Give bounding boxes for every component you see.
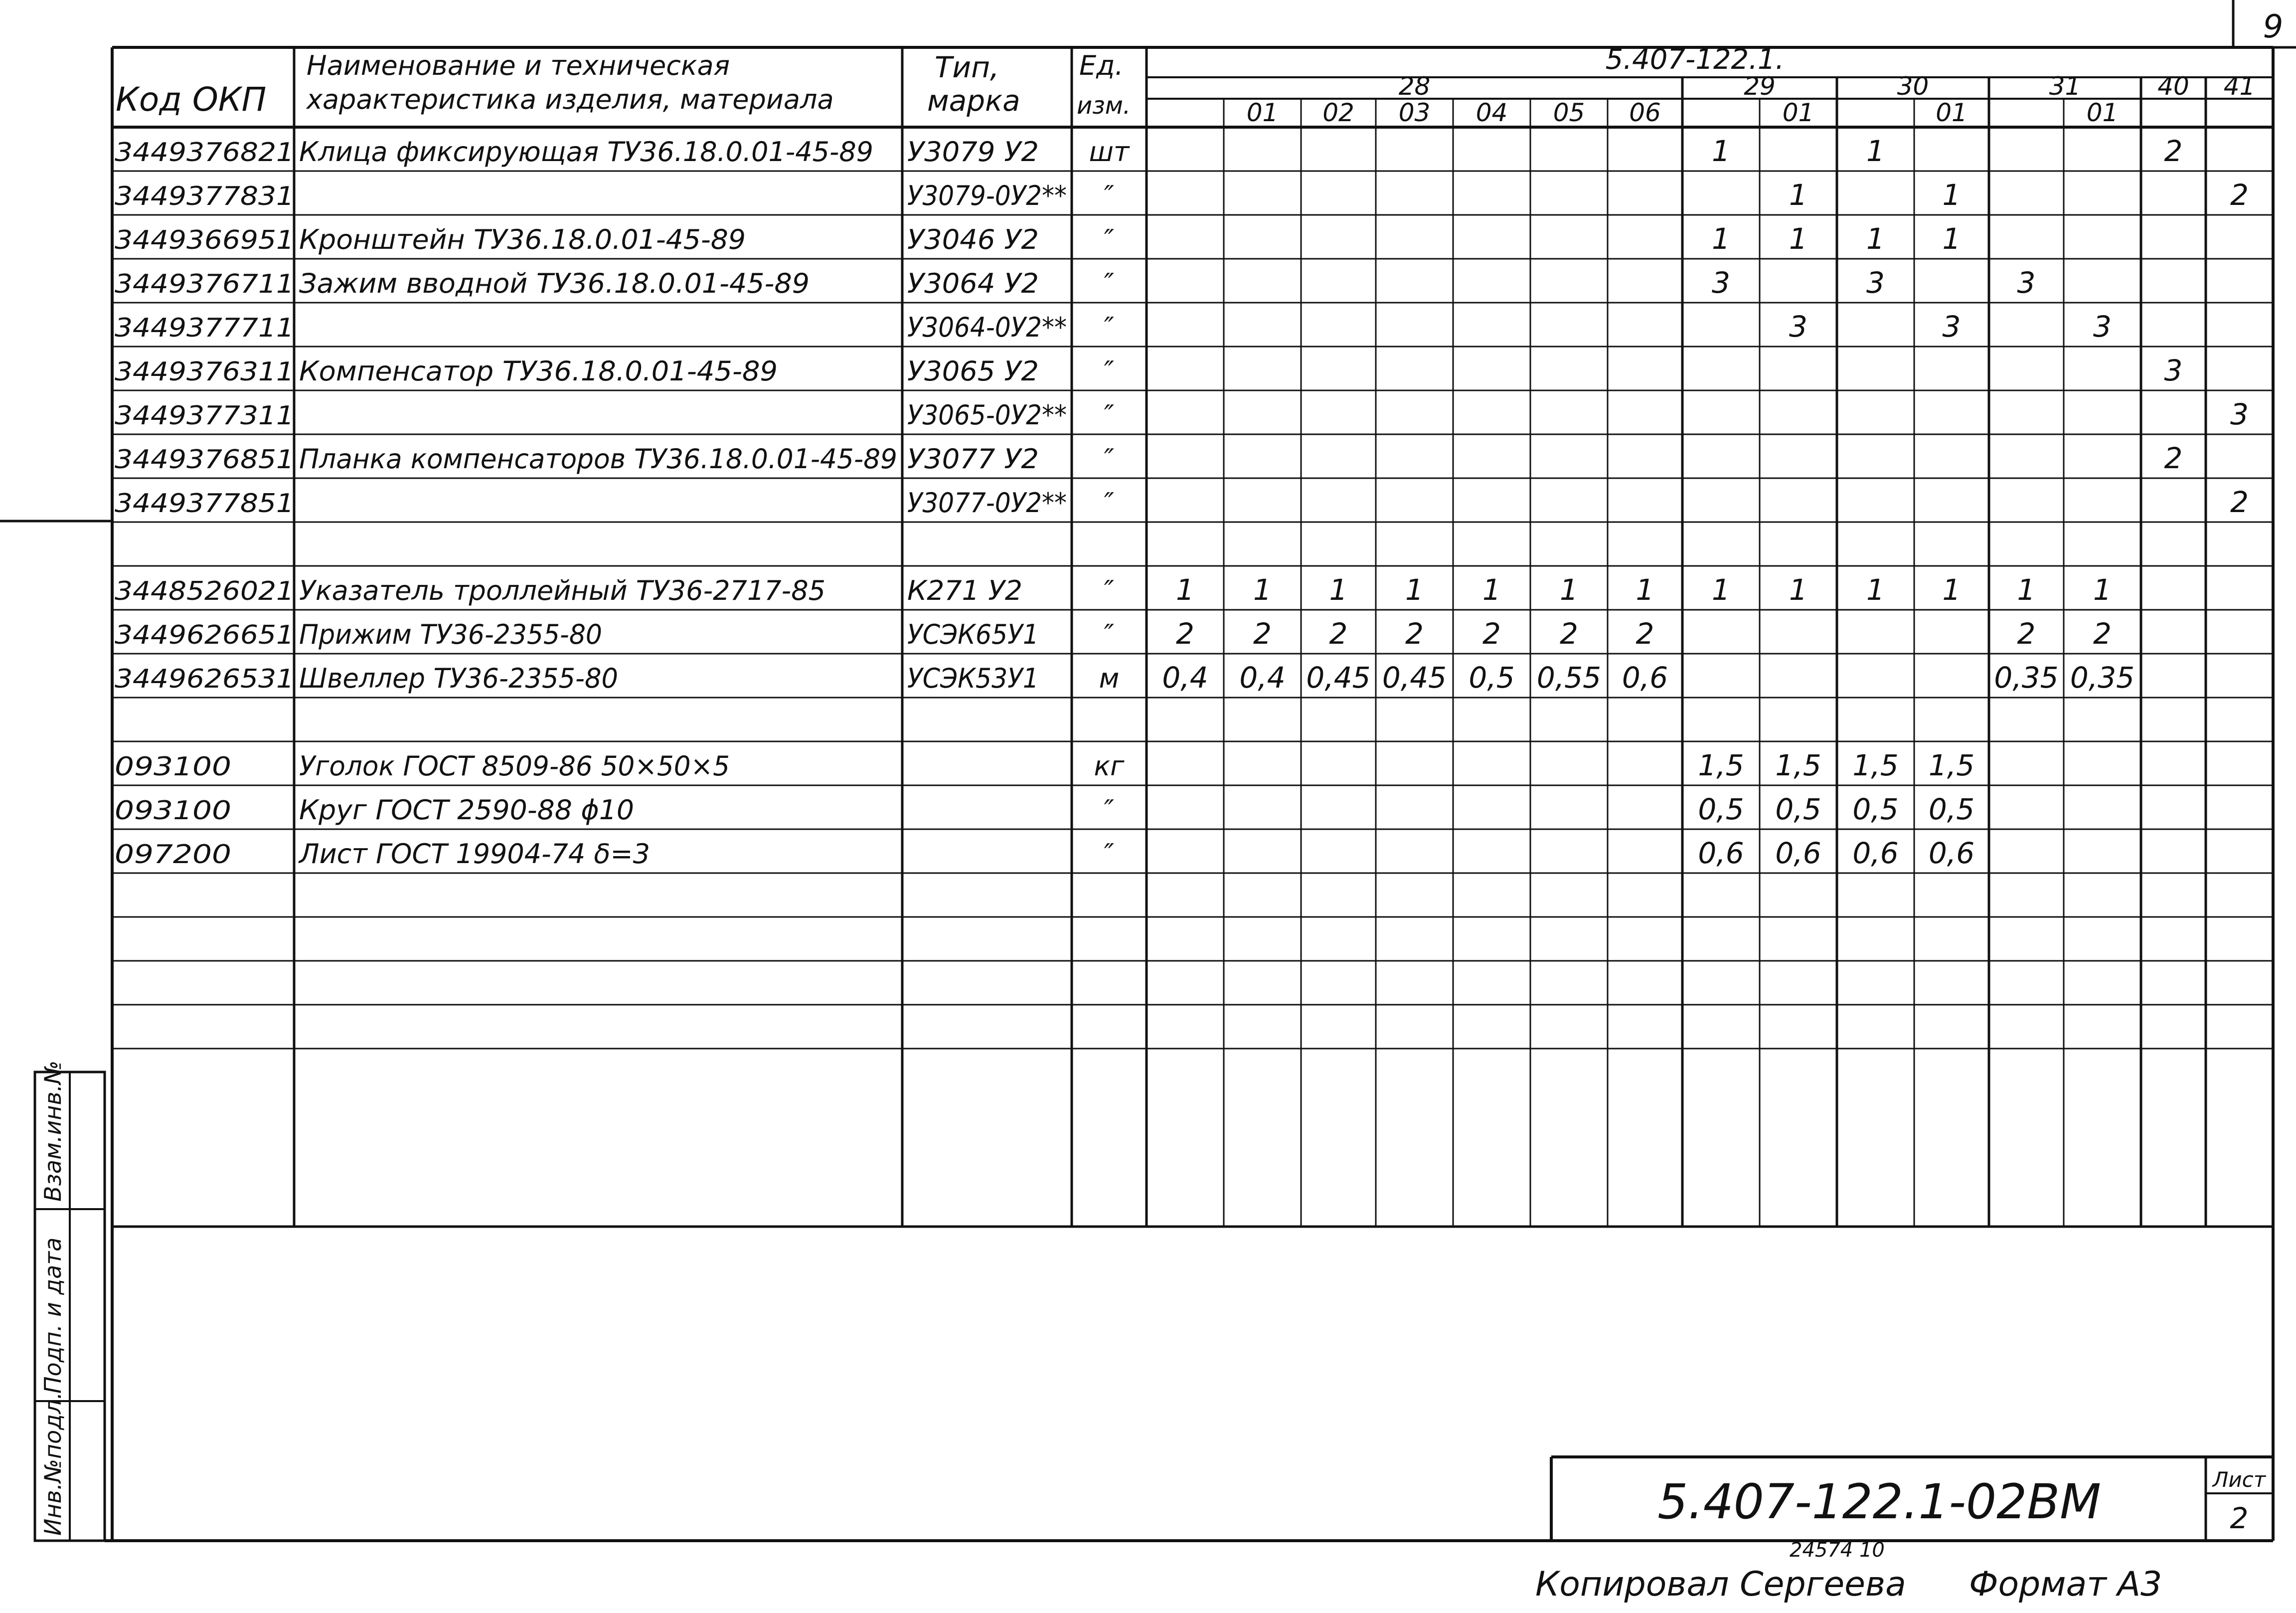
- row-value: 1: [1866, 573, 1885, 607]
- row-type: У3064-0У2**: [907, 312, 1067, 343]
- row-type: У3065-0У2**: [907, 399, 1067, 431]
- row-value: 3: [1712, 266, 1730, 300]
- row-code: 3449376311: [115, 357, 294, 387]
- row-value: 1: [1942, 222, 1961, 256]
- variant-group-label: 29: [1744, 72, 1776, 101]
- table-row: [115, 748, 1974, 782]
- doc-ref-top: 5.407-122.1.: [1605, 43, 1785, 76]
- row-value: 1: [1942, 178, 1961, 212]
- row-value: 0,4: [1239, 661, 1286, 695]
- row-code: 097200: [115, 840, 231, 870]
- stamp-inv-original: Инв.№подл.: [39, 1392, 66, 1536]
- row-name: Компенсатор ТУ36.18.0.01-45-89: [299, 356, 778, 387]
- side-stamp: [35, 1061, 105, 1541]
- row-type: У3079-0У2**: [907, 180, 1067, 211]
- footer: [1535, 1539, 2162, 1604]
- row-code: 3449376711: [115, 269, 294, 299]
- title-sheet-label: Лист: [2212, 1467, 2266, 1492]
- row-name: Уголок ГОСТ 8509-86 50×50×5: [299, 750, 730, 782]
- variant-group-label: 30: [1897, 72, 1929, 101]
- row-value: 0,35: [2070, 661, 2135, 695]
- row-unit: ″: [1104, 619, 1115, 650]
- table-row: [115, 836, 1974, 870]
- row-unit: шт: [1089, 136, 1130, 168]
- row-value: 2: [2017, 617, 2036, 651]
- sheet-number: 9: [2263, 8, 2284, 45]
- row-value: 1: [1789, 178, 1807, 212]
- title-block: [1551, 1457, 2273, 1541]
- row-code: 3449377311: [115, 401, 294, 431]
- row-unit: ″: [1104, 794, 1115, 826]
- variant-sub-label: 05: [1553, 98, 1585, 127]
- row-value: 2: [2164, 134, 2183, 168]
- variant-group-label: 40: [2157, 72, 2189, 101]
- row-value: 1: [1482, 573, 1501, 607]
- row-value: 1: [1329, 573, 1348, 607]
- header-unit-line2: изм.: [1077, 92, 1131, 120]
- row-value: 3: [2017, 266, 2036, 300]
- title-sheet-value: 2: [2230, 1501, 2249, 1535]
- row-value: 0,5: [1928, 792, 1975, 826]
- row-unit: ″: [1104, 487, 1115, 519]
- row-name: Швеллер ТУ36-2355-80: [299, 663, 618, 694]
- variant-sub-label: 01: [2086, 98, 2119, 127]
- row-value: 1: [2017, 573, 2036, 607]
- row-unit: ″: [1104, 399, 1115, 431]
- table-row: [115, 573, 2112, 607]
- row-value: 1,5: [1852, 748, 1899, 782]
- variant-group-label: 28: [1398, 72, 1431, 101]
- row-value: 1: [1712, 222, 1730, 256]
- row-unit: ″: [1104, 443, 1115, 475]
- row-type: У3077 У2: [907, 443, 1039, 475]
- row-value: 0,6: [1928, 836, 1975, 870]
- row-value: 0,5: [1698, 792, 1744, 826]
- row-value: 3: [1942, 310, 1961, 344]
- row-name: Планка компенсаторов ТУ36.18.0.01-45-89: [299, 443, 897, 475]
- row-type: У3077-0У2**: [907, 487, 1067, 519]
- row-value: 2: [1636, 617, 1654, 651]
- row-code: 3449366951: [115, 225, 294, 255]
- row-value: 0,6: [1622, 661, 1668, 695]
- row-type: У3079 У2: [907, 136, 1039, 168]
- row-value: 3: [2093, 310, 2112, 344]
- row-code: 3449376851: [115, 445, 294, 475]
- row-value: 2: [2164, 441, 2183, 475]
- row-value: 2: [1482, 617, 1501, 651]
- row-type: У3046 У2: [907, 224, 1039, 255]
- row-name: Круг ГОСТ 2590-88 ϕ10: [299, 794, 634, 826]
- variant-group-label: 41: [2223, 72, 2256, 101]
- row-value: 0,4: [1162, 661, 1208, 695]
- row-value: 0,45: [1306, 661, 1371, 695]
- row-name: Прижим ТУ36-2355-80: [299, 619, 602, 650]
- variant-sub-label: 01: [1936, 98, 1968, 127]
- row-unit: ″: [1104, 575, 1115, 606]
- header-unit-line1: Ед.: [1079, 50, 1124, 81]
- row-type: К271 У2: [907, 575, 1022, 606]
- row-value: 0,45: [1382, 661, 1447, 695]
- header-type-line1: Тип,: [935, 50, 999, 84]
- row-name: Указатель троллейный ТУ36-2717-85: [299, 575, 825, 606]
- table-row: [115, 134, 2182, 168]
- stamp-sign-date: Подп. и дата: [39, 1237, 66, 1394]
- table-row: [115, 792, 1974, 826]
- row-value: 3: [2230, 397, 2249, 431]
- table-row: [115, 617, 2112, 651]
- row-value: 1,5: [1698, 748, 1744, 782]
- row-code: 3448526021: [115, 576, 294, 606]
- row-code: 3449377831: [115, 181, 294, 211]
- row-code: 3449626651: [115, 620, 294, 650]
- row-unit: ″: [1104, 838, 1115, 870]
- row-name: Зажим вводной ТУ36.18.0.01-45-89: [299, 268, 810, 299]
- row-unit: кг: [1094, 750, 1125, 782]
- row-value: 3: [1866, 266, 1885, 300]
- row-code: 093100: [115, 752, 231, 782]
- row-type: У3064 У2: [907, 268, 1039, 299]
- variant-sub-label: 02: [1322, 98, 1354, 127]
- spec-table-body: [115, 134, 2249, 870]
- variant-sub-label: 03: [1398, 98, 1431, 127]
- row-name: Лист ГОСТ 19904-74 δ=3: [298, 838, 650, 870]
- row-unit: ″: [1104, 312, 1115, 343]
- stamp-replaced-inv: Взам.инв.№: [39, 1060, 66, 1202]
- table-row: [115, 661, 2134, 695]
- header-name-line2: характеристика изделия, материала: [307, 84, 834, 115]
- row-value: 1: [1560, 573, 1578, 607]
- row-unit: ″: [1104, 224, 1115, 255]
- variant-group-label: 31: [2049, 72, 2081, 101]
- row-value: 1: [1866, 134, 1885, 168]
- row-type: УСЭК65У1: [907, 619, 1039, 650]
- row-value: 1: [1253, 573, 1272, 607]
- row-unit: ″: [1104, 180, 1115, 211]
- row-code: 3449376821: [115, 138, 294, 168]
- table-row: [115, 310, 2112, 344]
- row-value: 0,6: [1852, 836, 1899, 870]
- row-value: 0,55: [1536, 661, 1602, 695]
- row-value: 0,5: [1852, 792, 1899, 826]
- header-type-line2: марка: [927, 84, 1020, 118]
- variant-sub-label: 01: [1246, 98, 1279, 127]
- row-code: 3449377851: [115, 489, 294, 519]
- document-designation: 5.407-122.1-02ВМ: [1657, 1474, 2101, 1530]
- table-row: [115, 441, 2182, 475]
- row-type: У3065 У2: [907, 356, 1039, 387]
- row-code: 3449377711: [115, 313, 294, 343]
- row-code: 3449626531: [115, 664, 294, 694]
- sheet-number-box: [2233, 0, 2296, 47]
- variant-sub-label: 04: [1476, 98, 1508, 127]
- footer-numbers: 24574 10: [1790, 1539, 1885, 1562]
- table-row: [115, 222, 1961, 256]
- footer-format: Формат А3: [1969, 1565, 2162, 1604]
- table-row: [115, 485, 2249, 519]
- row-value: 1: [1405, 573, 1424, 607]
- row-value: 2: [2230, 178, 2249, 212]
- row-value: 2: [2093, 617, 2112, 651]
- variant-sub-label: 06: [1629, 98, 1661, 127]
- row-value: 1: [2093, 573, 2112, 607]
- row-type: УСЭК53У1: [907, 663, 1039, 694]
- row-code: 093100: [115, 796, 231, 826]
- row-value: 3: [1789, 310, 1807, 344]
- row-value: 1,5: [1928, 748, 1975, 782]
- row-unit: м: [1099, 663, 1120, 694]
- spec-table-header: [116, 43, 1784, 120]
- table-row: [115, 354, 2182, 387]
- row-unit: ″: [1104, 268, 1115, 299]
- row-value: 1: [1942, 573, 1961, 607]
- row-value: 1: [1636, 573, 1654, 607]
- row-value: 1: [1712, 134, 1730, 168]
- row-name: Клица фиксирующая ТУ36.18.0.01-45-89: [299, 136, 873, 168]
- row-value: 0,5: [1775, 792, 1821, 826]
- row-value: 2: [1405, 617, 1424, 651]
- row-value: 2: [1329, 617, 1348, 651]
- row-name: Кронштейн ТУ36.18.0.01-45-89: [299, 224, 746, 255]
- row-unit: ″: [1104, 356, 1115, 387]
- table-row: [115, 178, 2249, 212]
- table-row: [115, 397, 2249, 431]
- row-value: 1: [1789, 222, 1807, 256]
- row-value: 1,5: [1775, 748, 1821, 782]
- variant-sub-label: 01: [1782, 98, 1814, 127]
- row-value: 1: [1176, 573, 1194, 607]
- row-value: 3: [2164, 354, 2183, 387]
- row-value: 0,5: [1469, 661, 1515, 695]
- header-code: Код ОКП: [116, 80, 267, 119]
- row-value: 2: [1176, 617, 1194, 651]
- row-value: 2: [2230, 485, 2249, 519]
- table-row: [115, 266, 2035, 300]
- footer-copied-by: Копировал Сергеева: [1535, 1565, 1906, 1604]
- row-value: 2: [1560, 617, 1578, 651]
- row-value: 0,6: [1698, 836, 1744, 870]
- header-name-line1: Наименование и техническая: [307, 50, 730, 81]
- row-value: 1: [1866, 222, 1885, 256]
- row-value: 0,35: [1994, 661, 2059, 695]
- row-value: 0,6: [1775, 836, 1821, 870]
- row-value: 1: [1789, 573, 1807, 607]
- row-value: 2: [1253, 617, 1272, 651]
- row-value: 1: [1712, 573, 1730, 607]
